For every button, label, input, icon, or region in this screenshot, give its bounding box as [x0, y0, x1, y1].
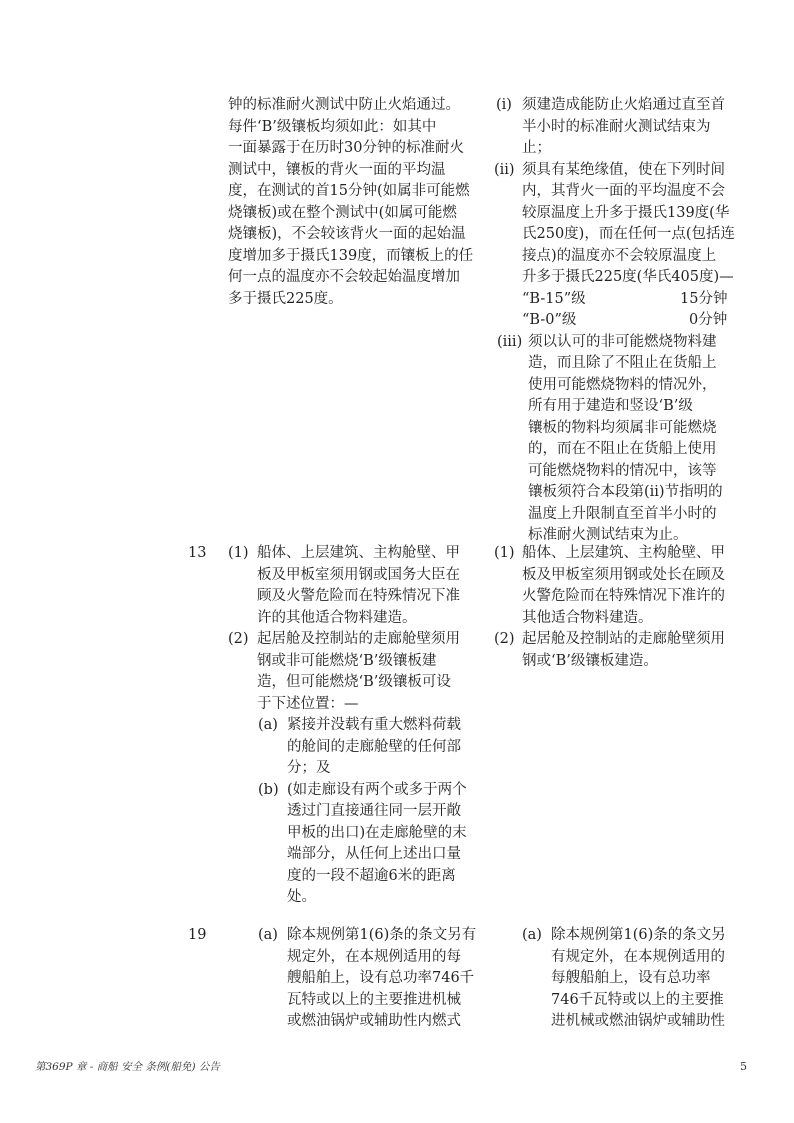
text-line: 甲板的出口)在走廊舱壁的末: [287, 824, 467, 841]
text-line: 度，在测试的首15分钟(如属非可能燃: [228, 183, 470, 199]
b0-label: “B-0”级: [522, 312, 577, 328]
item-number: (1): [494, 545, 515, 561]
text-line: 内，其背火一面的平均温度不会: [522, 183, 725, 199]
text-line: 须具有某绝缘值，使在下列时间: [522, 161, 725, 178]
text-line: 除本规例第1(6)条的条文另有: [287, 927, 477, 943]
text-line: 可能燃烧物料的情况中，该等: [528, 462, 717, 479]
text-line: 须建造成能防止火焰通过直至首: [522, 97, 725, 113]
text-line: 钢或‘B’级镶板建造。: [522, 652, 658, 669]
item-number: (a): [522, 927, 542, 943]
text-line: 火警危险而在特殊情况下准许的: [522, 588, 725, 604]
text-line: 钟的标准耐火测试中防止火焰通过。: [228, 97, 460, 113]
text-line: 端部分，从任何上述出口量: [287, 846, 461, 862]
text-line: 温度上升限制直至首半小时的: [528, 505, 717, 522]
text-line: 造，而且除了不阻止在货船上: [528, 355, 717, 371]
text-line: 氏250度)，而在任何一点(包括连: [522, 226, 735, 242]
text-line: 船体、上层建筑、主构舱壁、甲: [257, 545, 460, 561]
item-number: (1): [228, 545, 249, 561]
item-number: (2): [494, 631, 515, 647]
text-line: 处。: [287, 889, 316, 905]
text-line: 度的一段不超逾6米的距离: [287, 867, 456, 884]
text-line: 艘船舶上，设有总功率746千: [287, 970, 475, 986]
text-line: 船体、上层建筑、主构舱壁、甲: [522, 545, 725, 561]
text-line: 所有用于建造和竖设‘B’级: [528, 398, 693, 414]
text-line: 一面暴露于在历时30分钟的标准耐火: [228, 140, 464, 156]
text-line: 除本规例第1(6)条的条文另: [551, 927, 726, 943]
text-line: 746千瓦特或以上的主要推: [551, 991, 724, 1008]
text-line: 钢或非可能燃烧‘B’级镶板建: [257, 652, 437, 669]
section-number: 19: [188, 927, 207, 943]
text-line: 许的其他适合物料建造。: [257, 609, 417, 626]
text-line: 的舱间的走廊舱壁的任何部: [287, 738, 461, 755]
text-line: 透过门直接通往同一层开敞: [287, 803, 461, 819]
text-line: 镶板须符合本段第(ii)节指明的: [528, 484, 723, 500]
footer-citation: 第369P 章 - 商船 安全 条例(船免) 公告: [35, 1061, 220, 1073]
text-line: 起居舱及控制站的走廊舱壁须用: [522, 631, 725, 647]
item-number: (b): [258, 781, 279, 798]
item-number: (a): [258, 927, 278, 943]
text-line: 须以认可的非可能燃烧物料建: [528, 333, 717, 350]
text-line: 于下述位置：—: [257, 695, 359, 712]
item-number: (a): [258, 717, 278, 733]
item-number: (i): [496, 97, 512, 113]
text-line: 进机械或燃油锅炉或辅助性: [551, 1013, 725, 1029]
text-line: 有规定外，在本规例适用的: [551, 948, 725, 965]
text-line: 度增加多于摄氏139度，而镶板上的任: [228, 247, 474, 264]
text-line: 的，而在不阻止在货船上使用: [528, 441, 717, 457]
text-line: 接点)的温度亦不会较原温度上: [522, 247, 717, 264]
text-line: 使用可能燃烧物料的情况外，: [528, 376, 717, 393]
text-line: 每件‘B’级镶板均须如此：如其中: [228, 118, 437, 135]
text-line: 瓦特或以上的主要推进机械: [287, 991, 461, 1008]
text-line: 镶板的物料均须属非可能燃烧: [528, 419, 717, 436]
text-line: 每艘船舶上，设有总功率: [551, 970, 711, 986]
b15-label: “B-15”级: [522, 290, 586, 307]
page-number: 5: [740, 1060, 747, 1073]
text-line: 何一点的温度亦不会较起始温度增加: [228, 269, 460, 285]
text-line: 较原温度上升多于摄氏139度(华: [522, 204, 730, 221]
text-line: 多于摄氏225度。: [228, 290, 343, 307]
text-line: 烧镶板)或在整个测试中(如属可能燃: [228, 204, 457, 221]
text-line: 烧镶板)，不会较该背火一面的起始温: [228, 226, 466, 242]
text-line: 止；: [522, 140, 551, 156]
text-line: 其他适合物料建造。: [522, 609, 653, 626]
text-line: (如走廊设有两个或多于两个: [287, 781, 467, 798]
item-number: (iii): [497, 333, 523, 350]
text-line: 半小时的标准耐火测试结束为: [522, 118, 711, 135]
text-line: 分；及: [287, 760, 331, 776]
text-line: 造，但可能燃烧‘B’级镶板可设: [257, 674, 451, 690]
section-number: 13: [188, 545, 207, 561]
text-line: 测试中，镶板的背火一面的平均温: [228, 161, 446, 178]
text-line: 升多于摄氏225度(华氏405度)—: [522, 269, 734, 285]
text-line: 标准耐火测试结束为止。: [528, 527, 688, 543]
text-line: 板及甲板室须用钢或处长在顾及: [522, 566, 725, 583]
text-line: 或燃油锅炉或辅助性内燃式: [287, 1013, 461, 1029]
b0-value: 0分钟: [689, 312, 728, 328]
b15-value: 15分钟: [680, 290, 728, 307]
item-number: (2): [228, 631, 249, 647]
text-line: 板及甲板室须用钢或国务大臣在: [257, 566, 460, 583]
text-line: 起居舱及控制站的走廊舱壁须用: [257, 631, 460, 647]
item-number: (ii): [494, 161, 515, 178]
text-line: 紧接并没载有重大燃料荷载: [287, 717, 461, 733]
text-line: 规定外，在本规例适用的每: [287, 948, 461, 965]
text-line: 顾及火警危险而在特殊情况下准: [257, 588, 460, 604]
